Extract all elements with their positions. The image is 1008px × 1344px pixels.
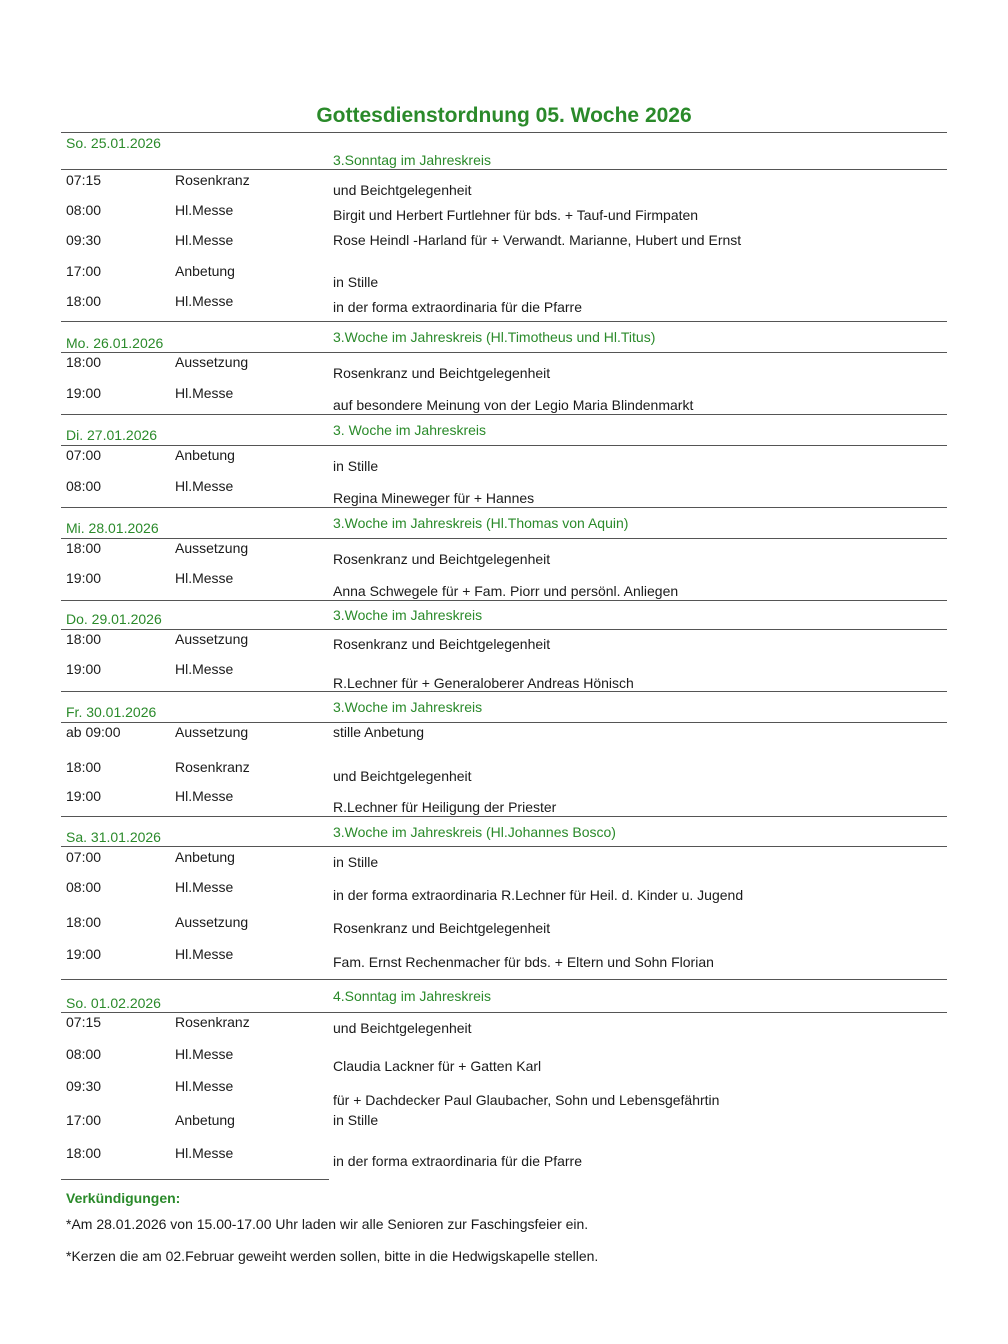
entry-time: 19:00: [66, 661, 102, 677]
entry-type: Anbetung: [175, 849, 235, 865]
entry-intent: Anna Schwegele für + Fam. Piorr und persönl. Anliegen: [333, 583, 679, 599]
entry-type: Hl.Messe: [175, 1145, 234, 1161]
entry-type: Rosenkranz: [175, 759, 250, 775]
entry-time: 18:00: [66, 354, 102, 370]
entry-type: Hl.Messe: [175, 293, 234, 309]
entry-type: Rosenkranz: [175, 172, 250, 188]
day-liturgy: 3. Woche im Jahreskreis: [333, 422, 487, 438]
entry-intent: in Stille: [333, 854, 379, 870]
entry-intent: Rosenkranz und Beichtgelegenheit: [333, 365, 551, 381]
entry-intent: und Beichtgelegenheit: [333, 1020, 472, 1036]
divider: [61, 169, 947, 170]
entry-time: 08:00: [66, 879, 102, 895]
entry-intent: Rosenkranz und Beichtgelegenheit: [333, 920, 551, 936]
entry-time: 08:00: [66, 478, 102, 494]
entry-type: Hl.Messe: [175, 385, 234, 401]
entry-time: 18:00: [66, 293, 102, 309]
entry-time: 17:00: [66, 263, 102, 279]
entry-intent: in der forma extraordinaria für die Pfarre: [333, 1153, 582, 1169]
entry-intent: Regina Mineweger für + Hannes: [333, 490, 535, 506]
entry-intent: in Stille: [333, 1112, 379, 1128]
day-date: Do. 29.01.2026: [66, 611, 162, 627]
day-date: Mi. 28.01.2026: [66, 520, 159, 536]
divider: [61, 507, 947, 508]
entry-type: Hl.Messe: [175, 661, 234, 677]
entry-intent: R.Lechner für + Generaloberer Andreas Hönisch: [333, 675, 634, 691]
entry-type: Aussetzung: [175, 354, 249, 370]
day-liturgy: 3.Woche im Jahreskreis (Hl.Timotheus und Hl.Titus): [333, 329, 656, 345]
entry-intent: stille Anbetung: [333, 724, 425, 740]
entry-time: 08:00: [66, 202, 102, 218]
divider: [61, 1179, 329, 1180]
divider: [61, 321, 947, 322]
entry-time: 17:00: [66, 1112, 102, 1128]
divider: [61, 600, 947, 601]
entry-time: 18:00: [66, 1145, 102, 1161]
day-date: So. 25.01.2026: [66, 135, 161, 151]
entry-time: 09:30: [66, 232, 102, 248]
entry-type: Hl.Messe: [175, 788, 234, 804]
day-liturgy: 3.Woche im Jahreskreis: [333, 607, 483, 623]
entry-intent: und Beichtgelegenheit: [333, 182, 472, 198]
entry-type: Anbetung: [175, 447, 235, 463]
entry-intent: R.Lechner für Heiligung der Priester: [333, 799, 557, 815]
entry-type: Aussetzung: [175, 914, 249, 930]
entry-intent: in der forma extraordinaria für die Pfarre: [333, 299, 582, 315]
entry-type: Aussetzung: [175, 631, 249, 647]
entry-intent: Fam. Ernst Rechenmacher für bds. + Eltern und Sohn Florian: [333, 954, 714, 970]
entry-type: Anbetung: [175, 1112, 235, 1128]
entry-time: 09:30: [66, 1078, 102, 1094]
entry-time: 18:00: [66, 914, 102, 930]
entry-time: 19:00: [66, 570, 102, 586]
entry-intent: Claudia Lackner für + Gatten Karl: [333, 1058, 542, 1074]
entry-intent: auf besondere Meinung von der Legio Maria Blindenmarkt: [333, 397, 694, 413]
divider: [61, 414, 947, 415]
entry-intent: Rosenkranz und Beichtgelegenheit: [333, 636, 551, 652]
day-date: Sa. 31.01.2026: [66, 829, 161, 845]
day-liturgy: 3.Woche im Jahreskreis (Hl.Thomas von Aquin): [333, 515, 629, 531]
announcement-item: *Kerzen die am 02.Februar geweiht werden sollen, bitte in die Hedwigskapelle stellen.: [66, 1248, 599, 1264]
entry-intent: in Stille: [333, 274, 379, 290]
entry-intent: für + Dachdecker Paul Glaubacher, Sohn und Lebensgefährtin: [333, 1092, 720, 1108]
day-liturgy: 3.Sonntag im Jahreskreis: [333, 152, 491, 168]
entry-intent: Rose Heindl -Harland für + Verwandt. Marianne, Hubert und Ernst: [333, 232, 742, 248]
entry-time: 19:00: [66, 946, 102, 962]
entry-time: 07:15: [66, 172, 102, 188]
day-liturgy: 3.Woche im Jahreskreis: [333, 699, 483, 715]
entry-type: Hl.Messe: [175, 946, 234, 962]
entry-type: Hl.Messe: [175, 1078, 234, 1094]
day-date: So. 01.02.2026: [66, 995, 161, 1011]
entry-intent: in der forma extraordinaria R.Lechner für Heil. d. Kinder u. Jugend: [333, 887, 744, 903]
entry-type: Hl.Messe: [175, 879, 234, 895]
day-liturgy: 3.Woche im Jahreskreis (Hl.Johannes Bosco): [333, 824, 616, 840]
entry-type: Aussetzung: [175, 540, 249, 556]
announcements-heading: Verkündigungen:: [66, 1190, 181, 1206]
entry-time: 19:00: [66, 385, 102, 401]
entry-time: 18:00: [66, 631, 102, 647]
day-date: Fr. 30.01.2026: [66, 704, 157, 720]
day-liturgy: 4.Sonntag im Jahreskreis: [333, 988, 491, 1004]
entry-time: 08:00: [66, 1046, 102, 1062]
entry-type: Aussetzung: [175, 724, 249, 740]
day-date: Di. 27.01.2026: [66, 427, 158, 443]
entry-type: Hl.Messe: [175, 478, 234, 494]
divider: [61, 132, 947, 133]
entry-time: 18:00: [66, 540, 102, 556]
entry-time: 19:00: [66, 788, 102, 804]
day-date: Mo. 26.01.2026: [66, 335, 164, 351]
entry-type: Anbetung: [175, 263, 235, 279]
entry-type: Hl.Messe: [175, 232, 234, 248]
page-title: Gottesdienstordnung 05. Woche 2026: [316, 104, 692, 127]
entry-type: Hl.Messe: [175, 1046, 234, 1062]
divider: [61, 816, 947, 817]
entry-time: 18:00: [66, 759, 102, 775]
divider: [61, 846, 947, 847]
entry-time: 07:00: [66, 447, 102, 463]
entry-time: ab 09:00: [66, 724, 121, 740]
entry-type: Rosenkranz: [175, 1014, 250, 1030]
entry-intent: Rosenkranz und Beichtgelegenheit: [333, 551, 551, 567]
entry-intent: in Stille: [333, 458, 379, 474]
entry-intent: und Beichtgelegenheit: [333, 768, 472, 784]
announcement-item: *Am 28.01.2026 von 15.00-17.00 Uhr laden wir alle Senioren zur Faschingsfeier ein.: [66, 1216, 589, 1232]
entry-time: 07:15: [66, 1014, 102, 1030]
divider: [61, 979, 947, 980]
entry-type: Hl.Messe: [175, 202, 234, 218]
entry-intent: Birgit und Herbert Furtlehner für bds. + Tauf-und Firmpaten: [333, 207, 699, 223]
entry-type: Hl.Messe: [175, 570, 234, 586]
entry-time: 07:00: [66, 849, 102, 865]
